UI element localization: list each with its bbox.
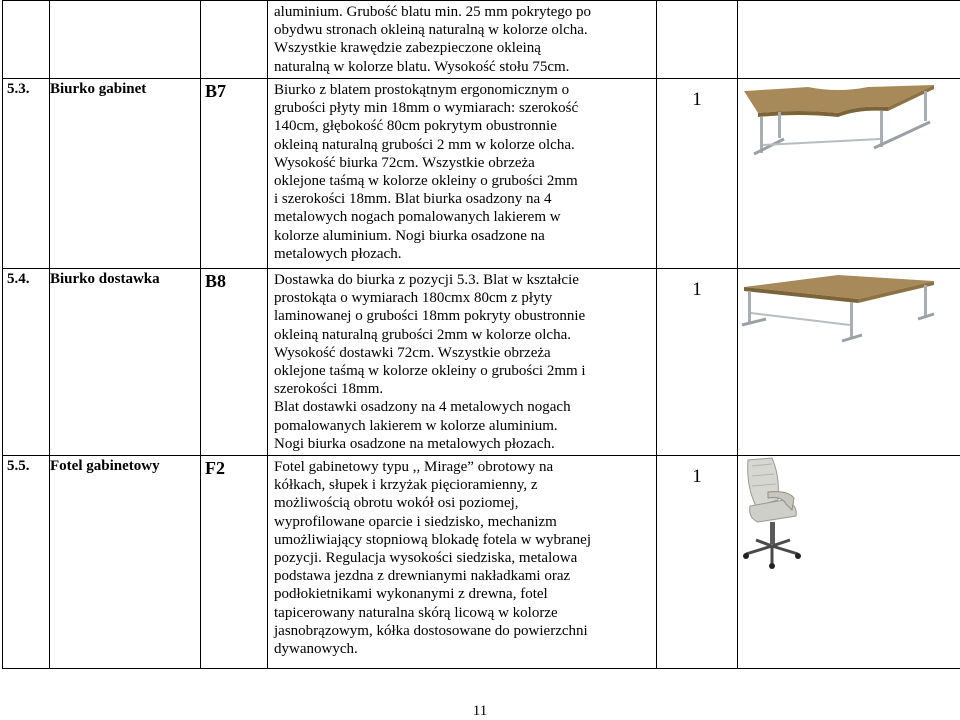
description-line: Blat dostawki osadzony na 4 metalowych nogach — [274, 398, 646, 416]
description-line: kółkach, słupek i krzyżak pięcioramienny, z — [274, 476, 646, 494]
item-quantity: 1 — [657, 79, 737, 111]
item-symbol-cell — [201, 79, 268, 269]
description-line: okleiną naturalną grubości 2mm w kolorze olcha. — [274, 326, 646, 344]
chair-base — [772, 546, 798, 554]
description-line: wyprofilowane oparcie i siedzisko, mechanizm — [274, 513, 646, 531]
chair-base — [746, 546, 772, 554]
item-number: 5.4. — [7, 269, 49, 288]
description-line: pozycji. Regulacja wysokości siedziska, metalowa — [274, 549, 646, 567]
desk-leg — [924, 285, 927, 317]
desk-leg — [760, 117, 763, 153]
description-line: podstawa jezdna z drewnianymi nakładkami oraz — [274, 567, 646, 585]
item-quantity-cell — [657, 456, 738, 669]
item-quantity: 1 — [657, 269, 737, 301]
specification-table — [2, 0, 960, 669]
item-symbol: B8 — [205, 269, 267, 292]
item-name-cell — [50, 456, 201, 669]
item-number-cell — [3, 456, 50, 669]
item-number-cell — [3, 269, 50, 456]
chair-column — [770, 522, 775, 544]
item-number-cell — [3, 79, 50, 269]
chair-wheel — [795, 553, 801, 559]
description-line: Dostawka do biurka z pozycji 5.3. Blat w kształcie — [274, 271, 646, 289]
item-quantity-cell — [657, 1, 738, 79]
description-line: aluminium. Grubość blatu min. 25 mm pokrytego po — [274, 3, 646, 21]
description-line: dywanowych. — [274, 640, 646, 658]
item-name: Biurko gabinet — [50, 79, 200, 98]
item-symbol: B7 — [205, 79, 267, 102]
description-line: możliwością obrotu wokół osi poziomej, — [274, 494, 646, 512]
item-name: Fotel gabinetowy — [50, 456, 200, 475]
description-line: metalowych nogach pomalowanych lakierem w — [274, 208, 646, 226]
office-chair-image — [738, 456, 960, 576]
item-name-cell — [50, 1, 201, 79]
description-line: Nogi biurka osadzone na metalowych płozach. — [274, 435, 646, 453]
item-image-cell — [738, 1, 960, 79]
desk-leg — [880, 111, 883, 147]
description-line: tapicerowany naturalna skórą licową w kolorze — [274, 604, 646, 622]
description-line: laminowanej o grubości 18mm pokryty obustronnie — [274, 307, 646, 325]
item-name-cell — [50, 269, 201, 456]
desk-top-surface — [744, 275, 934, 299]
chair-base — [756, 540, 772, 546]
item-name: Biurko dostawka — [50, 269, 200, 288]
item-quantity-cell — [657, 269, 738, 456]
desk-leg — [778, 112, 781, 138]
description-line: grubości płyty min 18mm o wymiarach: szerokość — [274, 99, 646, 117]
item-number: 5.3. — [7, 79, 49, 98]
description-line: 140cm, głębokość 80cm pokrytym obustronnie — [274, 117, 646, 135]
description-line: oklejone taśmą w kolorze okleiny o grubości 2mm i — [274, 362, 646, 380]
item-image-cell — [738, 456, 960, 669]
description-line: Wysokość biurka 72cm. Wszystkie obrzeża — [274, 154, 646, 172]
item-symbol-cell — [201, 269, 268, 456]
description-line: Biurko z blatem prostokątnym ergonomicznym o — [274, 81, 646, 99]
description-line: Wszystkie krawędzie zabezpieczone okleiną — [274, 39, 646, 57]
table-row — [3, 456, 960, 669]
description-line: jasnobrązowym, kółka dostosowane do powierzchni — [274, 622, 646, 640]
description-line: prostokąta o wymiarach 180cmx 80cm z płyty — [274, 289, 646, 307]
description-line: szerokości 18mm. — [274, 380, 646, 398]
item-image-cell — [738, 79, 960, 269]
chair-wheel — [743, 553, 749, 559]
item-description-cell — [268, 456, 657, 669]
chair-wheel — [769, 563, 775, 569]
item-quantity-cell — [657, 79, 738, 269]
description-line: podłokietnikami wykonanymi z drewna, fotel — [274, 585, 646, 603]
description-line: Wysokość dostawki 72cm. Wszystkie obrzeża — [274, 344, 646, 362]
desk-leg — [850, 302, 853, 338]
item-symbol-cell — [201, 456, 268, 669]
desk-leg — [924, 91, 927, 121]
description-line: obydwu stronach okleiną naturalną w kolorze olcha. — [274, 21, 646, 39]
item-description-cell — [268, 269, 657, 456]
description-line: oklejone taśmą w kolorze okleiny o grubości 2mm — [274, 172, 646, 190]
item-number: 5.5. — [7, 456, 49, 475]
item-quantity: 1 — [657, 456, 737, 488]
description-line: metalowych płozach. — [274, 245, 646, 263]
description-line: kolorze aluminium. Nogi biurka osadzone na — [274, 227, 646, 245]
item-description-cell — [268, 1, 657, 79]
table-row — [3, 269, 960, 456]
rectangular-desk-image — [738, 269, 960, 349]
item-description-cell — [268, 79, 657, 269]
table-row — [3, 1, 960, 79]
description-line: pomalowanych lakierem w kolorze aluminium. — [274, 417, 646, 435]
description-line: naturalną w kolorze blatu. Wysokość stołu 75cm. — [274, 58, 646, 76]
ergonomic-desk-image — [738, 79, 960, 159]
item-name-cell — [50, 79, 201, 269]
description-line: Fotel gabinetowy typu ,, Mirage” obrotowy na — [274, 458, 646, 476]
desk-leg — [748, 291, 751, 323]
description-line: umożliwiający stopniową blokadę fotela w wybranej — [274, 531, 646, 549]
description-line: okleiną naturalną grubości 2 mm w kolorze olcha. — [274, 136, 646, 154]
table-row — [3, 79, 960, 269]
page-number: 11 — [0, 703, 960, 720]
desk-skid — [742, 319, 766, 325]
item-symbol: F2 — [205, 456, 267, 479]
description-line: i szerokości 18mm. Blat biurka osadzony na 4 — [274, 190, 646, 208]
item-symbol-cell — [201, 1, 268, 79]
item-number-cell — [3, 1, 50, 79]
desk-skid — [754, 139, 784, 154]
item-image-cell — [738, 269, 960, 456]
